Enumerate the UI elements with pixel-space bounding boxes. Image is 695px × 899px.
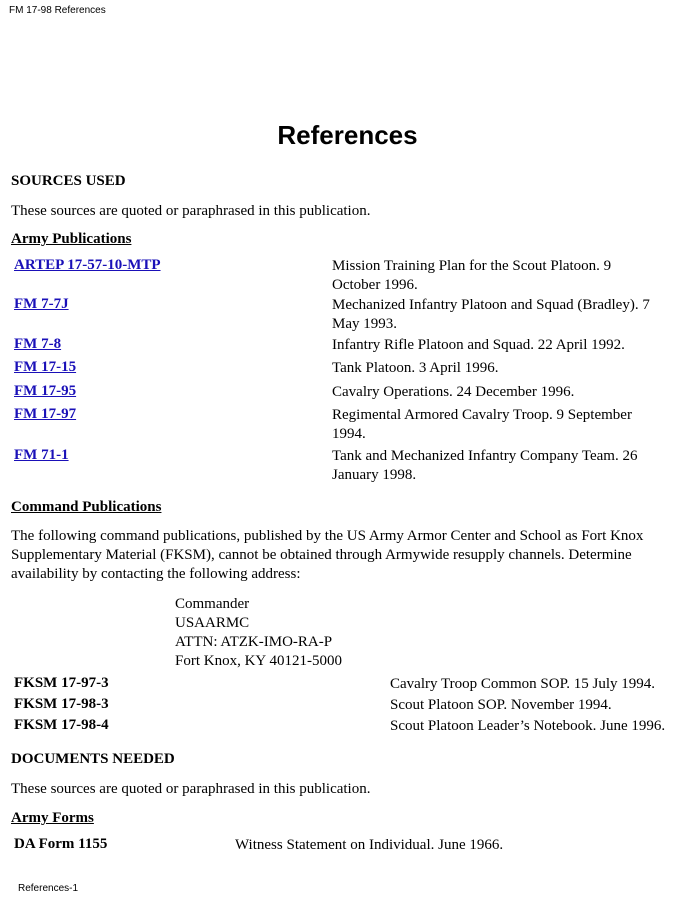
page-header: FM 17-98 References [9, 5, 106, 16]
fksm-desc: Cavalry Troop Common SOP. 15 July 1994. [390, 676, 656, 692]
army-publications-heading: Army Publications [11, 231, 132, 247]
command-publications-heading: Command Publications [11, 499, 162, 515]
fksm-desc: Scout Platoon Leader’s Notebook. June 1996. [390, 718, 666, 734]
ref-link-fm-71-1[interactable]: FM 71-1 [14, 447, 69, 463]
ref-link-fm-7-8[interactable]: FM 7-8 [14, 336, 62, 352]
ref-link-fm-7-7j[interactable]: FM 7-7J [14, 296, 69, 312]
ref-desc: Tank and Mechanized Infantry Company Team. 26 January 1998. [332, 448, 638, 483]
page-title: References [277, 120, 418, 150]
ref-desc: Regimental Armored Cavalry Troop. 9 September 1994. [332, 407, 632, 442]
form-desc: Witness Statement on Individual. June 1966. [235, 837, 504, 853]
ref-link-artep-17-57-10-mtp[interactable]: ARTEP 17-57-10-MTP [14, 257, 161, 273]
ref-desc: Cavalry Operations. 24 December 1996. [332, 384, 575, 400]
sources-used-heading: SOURCES USED [11, 173, 126, 189]
ref-link-fm-17-95[interactable]: FM 17-95 [14, 383, 77, 399]
command-publications-paragraph: The following command publications, published by the US Army Armor Center and School as Fort Knox Supplementary Material (FKSM), cannot be obtained through Armywide resupply channels. Determine availability by contacting the following address: [11, 528, 644, 582]
ref-desc: Infantry Rifle Platoon and Squad. 22 April 1992. [332, 337, 625, 353]
army-forms-heading: Army Forms [11, 810, 94, 826]
ref-link-fm-17-15[interactable]: FM 17-15 [14, 359, 77, 375]
fksm-code: FKSM 17-98-3 [14, 696, 109, 712]
documents-needed-intro: These sources are quoted or paraphrased in this publication. [11, 781, 371, 797]
fksm-code: FKSM 17-97-3 [14, 675, 109, 691]
form-code: DA Form 1155 [14, 836, 108, 852]
ref-desc: Tank Platoon. 3 April 1996. [332, 360, 499, 376]
ref-link-fm-17-97[interactable]: FM 17-97 [14, 406, 77, 422]
mailing-address: Commander USAARMC ATTN: ATZK-IMO-RA-P Fort Knox, KY 40121-5000 [175, 596, 342, 669]
ref-desc: Mechanized Infantry Platoon and Squad (Bradley). 7 May 1993. [332, 297, 650, 332]
page-footer: References-1 [18, 883, 79, 894]
ref-desc: Mission Training Plan for the Scout Platoon. 9 October 1996. [332, 258, 612, 293]
documents-needed-heading: DOCUMENTS NEEDED [11, 751, 175, 767]
fksm-code: FKSM 17-98-4 [14, 717, 109, 733]
fksm-desc: Scout Platoon SOP. November 1994. [390, 697, 612, 713]
sources-used-intro: These sources are quoted or paraphrased in this publication. [11, 203, 371, 219]
